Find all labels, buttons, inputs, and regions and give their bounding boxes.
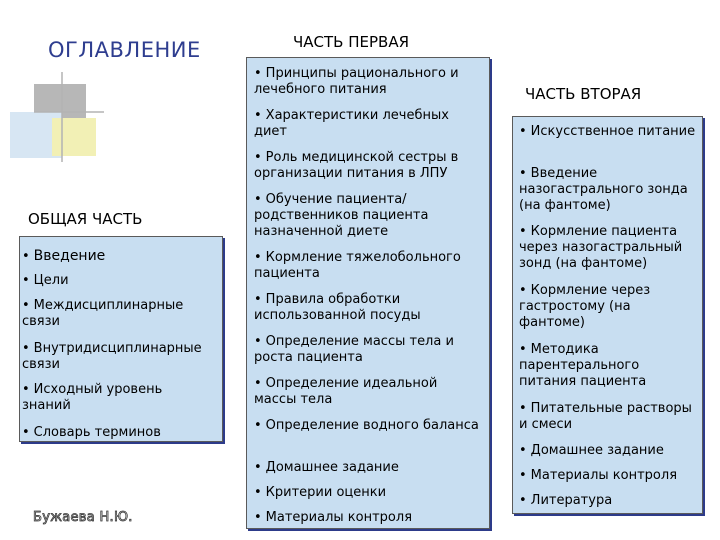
page-title: ОГЛАВЛЕНИЕ — [48, 38, 201, 62]
bullet-icon: • — [519, 401, 527, 416]
list-item: • Введение назогастрального зонда (на фантоме) — [519, 166, 688, 213]
list-item: • Междисциплинарные связи — [22, 298, 184, 329]
list-item: • Правила обработки использованной посуды — [254, 292, 421, 323]
bullet-icon: • — [519, 493, 527, 508]
list-item: • Словарь терминов — [22, 425, 161, 440]
list-item: • Определение водного баланса — [254, 418, 479, 433]
list-item: • Питательные растворы и смеси — [519, 401, 692, 432]
list-item: • Исходный уровень знаний — [22, 382, 163, 413]
bullet-icon: • — [254, 150, 262, 165]
list-item: • Определение массы тела и роста пациента — [254, 334, 454, 365]
bullet-icon: • — [22, 382, 30, 397]
bullet-icon: • — [254, 418, 262, 433]
bullet-icon: • — [254, 510, 262, 525]
bullet-icon: • — [22, 341, 30, 356]
bullet-icon: • — [519, 342, 527, 357]
bullet-icon: • — [254, 192, 262, 207]
bullet-icon: • — [254, 66, 262, 81]
bullet-icon: • — [22, 425, 30, 440]
yellow-square — [52, 118, 96, 156]
bullet-icon: • — [254, 460, 262, 475]
list-item: • Домашнее задание — [254, 460, 399, 475]
bullet-icon: • — [254, 485, 262, 500]
list-item: • Обучение пациента/родственников пациента назначенной диете — [254, 192, 429, 239]
list-item: • Материалы контроля — [519, 468, 678, 483]
list-item: • Цели — [22, 273, 69, 288]
bullet-icon: • — [254, 108, 262, 123]
list-item: • Материалы контроля — [254, 510, 413, 525]
part-two-heading: ЧАСТЬ ВТОРАЯ — [525, 85, 642, 103]
bullet-icon: • — [22, 298, 30, 313]
list-item: • Методика парентерального питания пациента — [519, 342, 647, 389]
bullet-icon: • — [519, 224, 527, 239]
list-item: • Кормление через гастростому (на фантоме) — [519, 283, 651, 330]
list-item: • Домашнее задание — [519, 443, 664, 458]
bullet-icon: • — [519, 124, 527, 139]
bullet-icon: • — [254, 376, 262, 391]
list-item: • Кормление тяжелобольного пациента — [254, 250, 461, 281]
author-name: Бужаева Н.Ю. — [33, 510, 133, 525]
bullet-icon: • — [22, 273, 30, 288]
list-item: • Критерии оценки — [254, 485, 387, 500]
list-item: • Кормление пациента через назогастральный зонд (на фантоме) — [519, 224, 683, 271]
list-item: • Характеристики лечебных диет — [254, 108, 449, 139]
bullet-icon: • — [519, 283, 527, 298]
list-item: • Роль медицинской сестры в организации питания в ЛПУ — [254, 150, 459, 181]
decorative-squares — [0, 0, 110, 170]
bullet-icon: • — [254, 250, 262, 265]
list-item: • Искусственное питание — [519, 124, 696, 139]
part-one-heading: ЧАСТЬ ПЕРВАЯ — [293, 33, 410, 51]
bullet-icon: • — [519, 468, 527, 483]
list-item: • Введение — [22, 248, 106, 264]
bullet-icon: • — [254, 334, 262, 349]
general-part-heading: ОБЩАЯ ЧАСТЬ — [28, 210, 143, 228]
bullet-icon: • — [22, 249, 30, 264]
bullet-icon: • — [254, 292, 262, 307]
list-item: • Внутридисциплинарные связи — [22, 341, 202, 372]
list-item: • Принципы рационального и лечебного питания — [254, 66, 459, 97]
bullet-icon: • — [519, 166, 527, 181]
list-item: • Определение идеальной массы тела — [254, 376, 438, 407]
list-item: • Литература — [519, 493, 613, 508]
bullet-icon: • — [519, 443, 527, 458]
